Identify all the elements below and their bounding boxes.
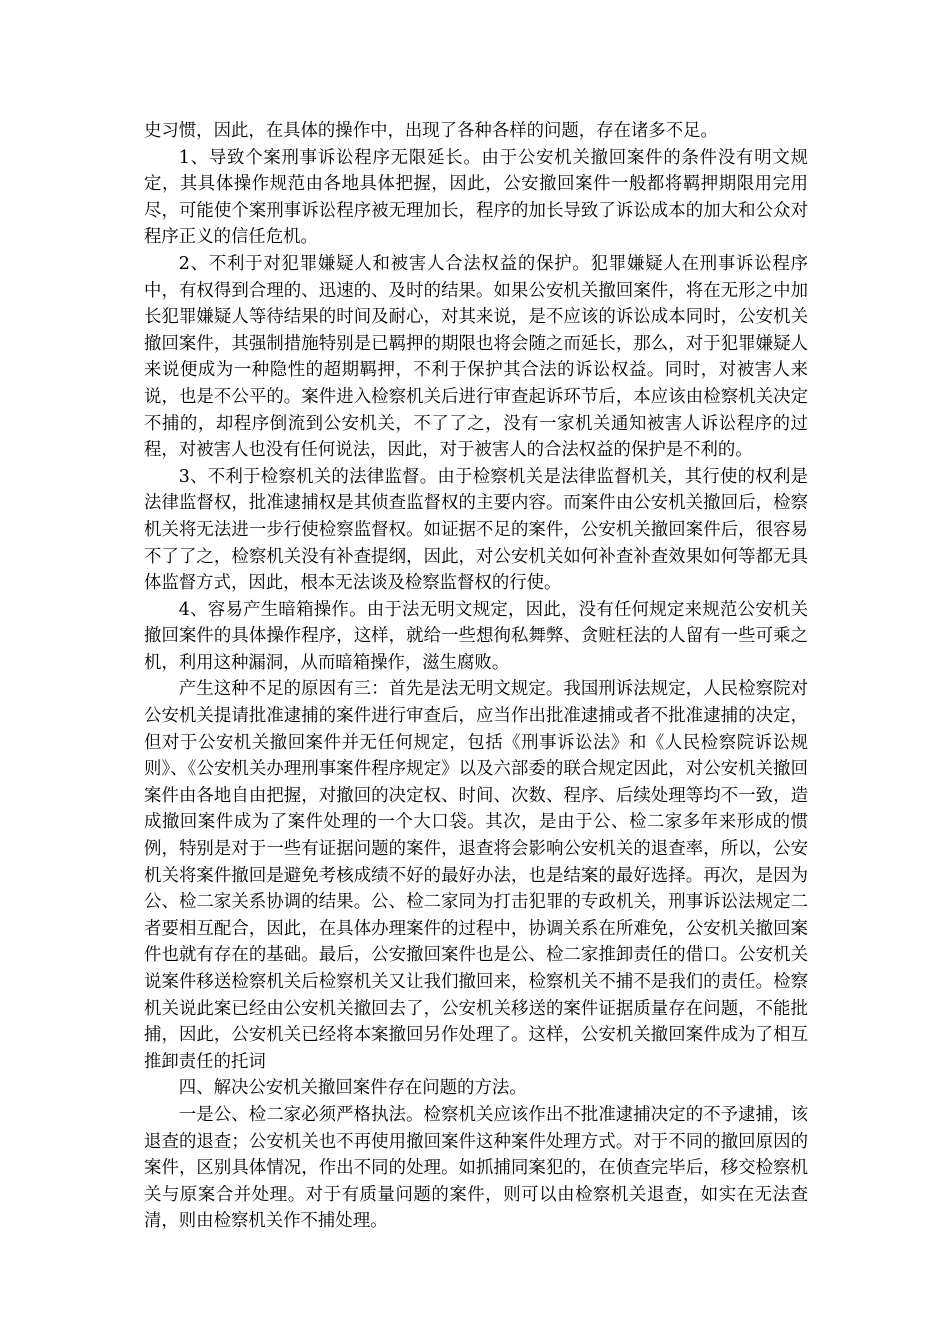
section-heading-4: 四、解决公安机关撤回案件存在问题的方法。 xyxy=(178,1078,527,1099)
paragraph-causes: 产生这种不足的原因有三：首先是法无明文规定。我国刑诉法规定，人民检察院对公安机关提请批准逮捕的案件进行审查后，应当作出批准逮捕或者不批准逮捕的决定，但对于公安机关撤回案件并无任何规定，包括《刑事诉讼法》和《人民检察院诉讼规则》、《公安机关办理刑事案件程序规定》以及六部委的联合规定因此，对公安机关撤回案件由各地自由把握，对撤回的决定权、时间、次数、程序、后续处理等均不一致，造成撤回案件成为了案件处理的一个大口袋。其次，是由于公、检二家多年来形成的惯例，特别是对于一些有证据问题的案件，退查将会影响公安机关的退查率，所以，公安机关将案件撤回是避免考核成绩不好的最好办法，也是结案的最好选择。再次，是因为公、检二家关系协调的结果。公、检二家同为打击犯罪的专政机关，刑事诉讼法规定二者要相互配合，因此，在具体办理案件的过程中，协调关系在所难免，公安机关撤回案件也就有存在的基础。最后，公安撤回案件也是公、检二家推卸责任的借口。公安机关说案件移送检察机关后检察机关又让我们撤回来，检察机关不捕不是我们的责任。检察机关说此案已经由公安机关撤回去了，公安机关移送的案件证据质量存在问题，不能批捕，因此，公安机关已经将本案撤回另作处理了。这样，公安机关撤回案件成为了相互推卸责任的托词 xyxy=(144,679,808,1072)
paragraph-continuation: 史习惯，因此，在具体的操作中，出现了各种各样的问题，存在诸多不足。 xyxy=(144,121,718,141)
paragraph-point-3: 3、不利于检察机关的法律监督。由于检察机关是法律监督机关，其行使的权利是法律监督权，批准逮捕权是其侦查监督权的主要内容。而案件由公安机关撤回后，检察机关将无法进一步行使检察监督权。如证据不足的案件，公安机关撤回案件后，很容易不了了之，检察机关没有补查提纲，因此，对公安机关如何补查补查效果如何等都无具体监督方式，因此，根本无法谈及检察监督权的行使。 xyxy=(144,466,808,594)
paragraph-point-4: 4、容易产生暗箱操作。由于法无明文规定，因此，没有任何规定来规范公安机关撤回案件的具体操作程序，这样，就给一些想徇私舞弊、贪赃枉法的人留有一些可乘之机，利用这种漏洞，从而暗箱操作，滋生腐败。 xyxy=(144,599,808,673)
paragraph-point-1: 1、导致个案刑事诉讼程序无限延长。由于公安机关撤回案件的条件没有明文规定，其具体操作规范由各地具体把握，因此，公安撤回案件一般都将羁押期限用完用尽，可能使个案刑事诉讼程序被无理加长，程序的加长导致了诉讼成本的加大和公众对程序正义的信任危机。 xyxy=(144,147,808,248)
paragraph-solution-1: 一是公、检二家必须严格执法。检察机关应该作出不批准逮捕决定的不予逮捕，该退查的退查；公安机关也不再使用撤回案件这种案件处理方式。对于不同的撤回原因的案件，区别具体情况，作出不同的处理。如抓捕同案犯的，在侦查完毕后，移交检察机关与原案合并处理。对于有质量问题的案件，则可以由检察机关退查，如实在无法查清，则由检察机关作不捕处理。 xyxy=(144,1104,808,1232)
paragraph-point-2: 2、不利于对犯罪嫌疑人和被害人合法权益的保护。犯罪嫌疑人在刑事诉讼程序中，有权得到合理的、迅速的、及时的结果。如果公安机关撤回案件，将在无形之中加长犯罪嫌疑人等待结果的时间及耐心，对其来说，是不应该的诉讼成本同时，公安机关撤回案件，其强制措施特别是已羁押的期限也将会随之而延长，那么，对于犯罪嫌疑人来说便成为一种隐性的超期羁押，不利于保护其合法的诉讼权益。同时，对被害人来说，也是不公平的。案件进入检察机关后进行审查起诉环节后，本应该由检察机关决定不捕的，却程序倒流到公安机关，不了了之，没有一家机关通知被害人诉讼程序的过程，对被害人也没有任何说法，因此，对于被害人的合法权益的保护是不利的。 xyxy=(144,253,808,461)
document-body xyxy=(144,118,808,1235)
